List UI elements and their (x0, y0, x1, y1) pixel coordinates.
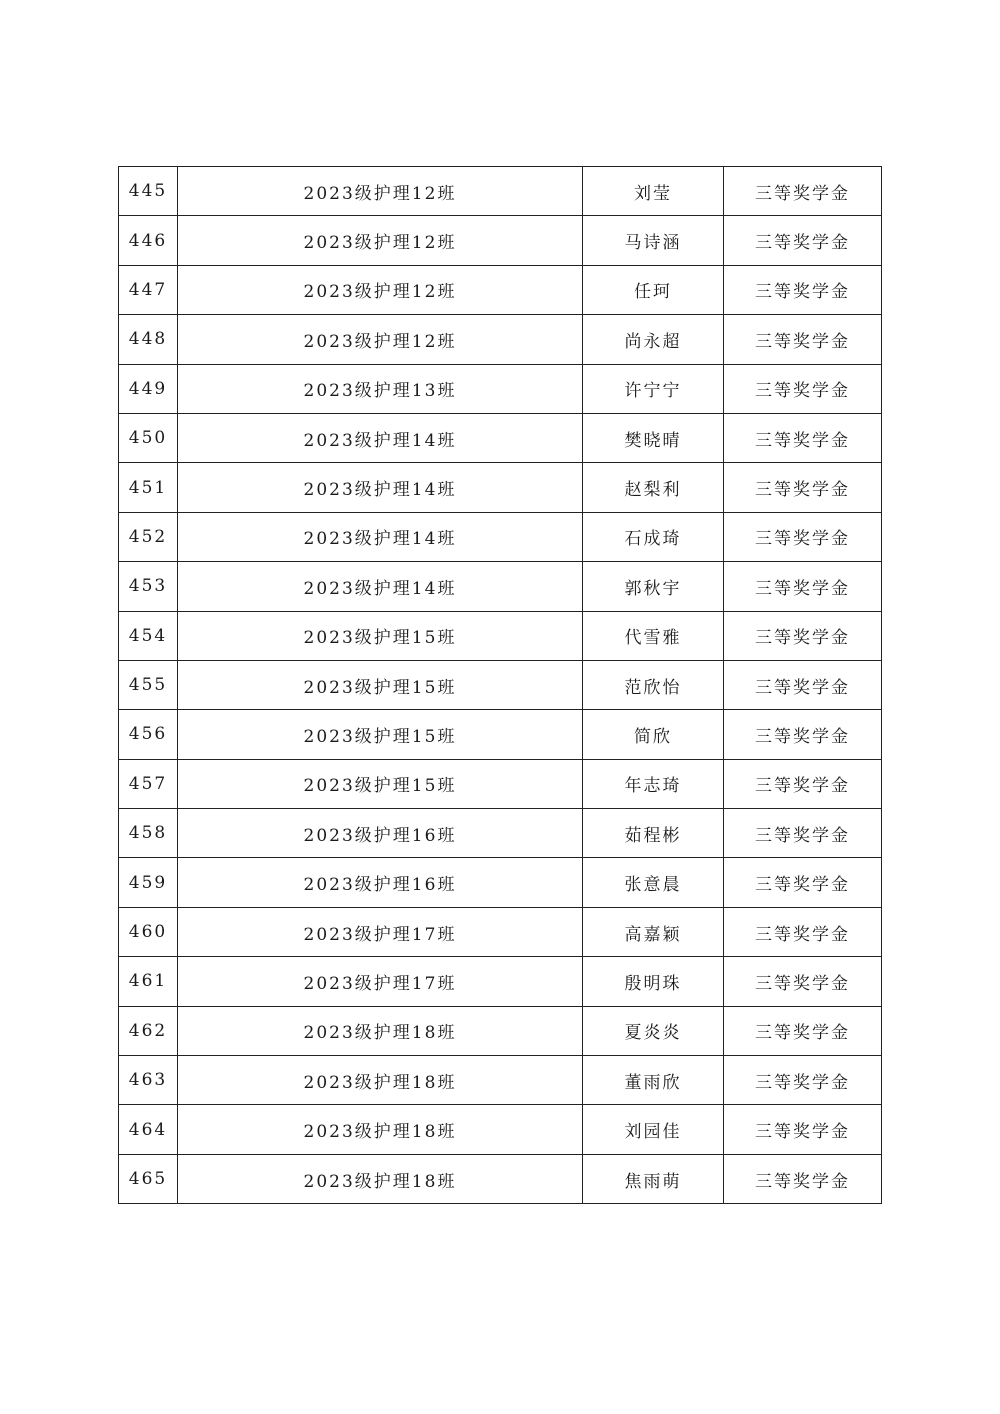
class-cell: 2023级护理14班 (178, 413, 583, 462)
student-name-cell: 代雪雅 (583, 611, 724, 660)
class-cell: 2023级护理15班 (178, 611, 583, 660)
table-row (119, 1006, 882, 1055)
row-number-cell: 450 (119, 413, 178, 462)
class-cell: 2023级护理12班 (178, 167, 583, 216)
table-row (119, 710, 882, 759)
table-row (119, 265, 882, 314)
award-cell: 三等奖学金 (724, 216, 882, 265)
student-name-cell: 许宁宁 (583, 364, 724, 413)
table-row (119, 809, 882, 858)
student-name-cell: 张意晨 (583, 858, 724, 907)
row-number-cell: 452 (119, 512, 178, 561)
row-number-cell: 446 (119, 216, 178, 265)
award-cell: 三等奖学金 (724, 413, 882, 462)
table-row (119, 364, 882, 413)
award-cell: 三等奖学金 (724, 562, 882, 611)
class-cell: 2023级护理12班 (178, 315, 583, 364)
award-cell: 三等奖学金 (724, 907, 882, 956)
award-cell: 三等奖学金 (724, 611, 882, 660)
class-cell: 2023级护理16班 (178, 809, 583, 858)
award-cell: 三等奖学金 (724, 759, 882, 808)
table-row (119, 957, 882, 1006)
table-row (119, 315, 882, 364)
row-number-cell: 465 (119, 1154, 178, 1203)
table-row (119, 216, 882, 265)
row-number-cell: 453 (119, 562, 178, 611)
row-number-cell: 448 (119, 315, 178, 364)
award-cell: 三等奖学金 (724, 660, 882, 709)
class-cell: 2023级护理14班 (178, 512, 583, 561)
student-name-cell: 焦雨萌 (583, 1154, 724, 1203)
class-cell: 2023级护理18班 (178, 1056, 583, 1105)
student-name-cell: 茹程彬 (583, 809, 724, 858)
class-cell: 2023级护理14班 (178, 463, 583, 512)
table-row (119, 413, 882, 462)
student-name-cell: 殷明珠 (583, 957, 724, 1006)
class-cell: 2023级护理17班 (178, 957, 583, 1006)
row-number-cell: 445 (119, 167, 178, 216)
award-cell: 三等奖学金 (724, 512, 882, 561)
award-cell: 三等奖学金 (724, 1006, 882, 1055)
student-name-cell: 樊晓晴 (583, 413, 724, 462)
student-name-cell: 刘园佳 (583, 1105, 724, 1154)
student-name-cell: 年志琦 (583, 759, 724, 808)
scholarship-table (118, 166, 882, 1204)
student-name-cell: 马诗涵 (583, 216, 724, 265)
row-number-cell: 463 (119, 1056, 178, 1105)
award-cell: 三等奖学金 (724, 265, 882, 314)
row-number-cell: 459 (119, 858, 178, 907)
table-row (119, 1056, 882, 1105)
row-number-cell: 464 (119, 1105, 178, 1154)
class-cell: 2023级护理15班 (178, 759, 583, 808)
class-cell: 2023级护理16班 (178, 858, 583, 907)
row-number-cell: 461 (119, 957, 178, 1006)
class-cell: 2023级护理18班 (178, 1105, 583, 1154)
student-name-cell: 尚永超 (583, 315, 724, 364)
class-cell: 2023级护理12班 (178, 265, 583, 314)
student-name-cell: 刘莹 (583, 167, 724, 216)
award-cell: 三等奖学金 (724, 364, 882, 413)
row-number-cell: 457 (119, 759, 178, 808)
class-cell: 2023级护理15班 (178, 710, 583, 759)
award-cell: 三等奖学金 (724, 1056, 882, 1105)
award-cell: 三等奖学金 (724, 1105, 882, 1154)
award-cell: 三等奖学金 (724, 167, 882, 216)
class-cell: 2023级护理14班 (178, 562, 583, 611)
table-row (119, 858, 882, 907)
table-row (119, 562, 882, 611)
table-row (119, 463, 882, 512)
row-number-cell: 462 (119, 1006, 178, 1055)
row-number-cell: 454 (119, 611, 178, 660)
student-name-cell: 高嘉颖 (583, 907, 724, 956)
student-name-cell: 郭秋宇 (583, 562, 724, 611)
row-number-cell: 449 (119, 364, 178, 413)
class-cell: 2023级护理18班 (178, 1006, 583, 1055)
class-cell: 2023级护理15班 (178, 660, 583, 709)
award-cell: 三等奖学金 (724, 463, 882, 512)
award-cell: 三等奖学金 (724, 858, 882, 907)
scholarship-table-body (119, 167, 882, 1204)
award-cell: 三等奖学金 (724, 809, 882, 858)
table-row (119, 907, 882, 956)
student-name-cell: 赵梨利 (583, 463, 724, 512)
table-row (119, 512, 882, 561)
award-cell: 三等奖学金 (724, 710, 882, 759)
student-name-cell: 任珂 (583, 265, 724, 314)
table-row (119, 611, 882, 660)
award-cell: 三等奖学金 (724, 957, 882, 1006)
class-cell: 2023级护理12班 (178, 216, 583, 265)
class-cell: 2023级护理18班 (178, 1154, 583, 1203)
table-row (119, 660, 882, 709)
student-name-cell: 简欣 (583, 710, 724, 759)
student-name-cell: 董雨欣 (583, 1056, 724, 1105)
table-row (119, 759, 882, 808)
row-number-cell: 447 (119, 265, 178, 314)
student-name-cell: 石成琦 (583, 512, 724, 561)
award-cell: 三等奖学金 (724, 1154, 882, 1203)
row-number-cell: 456 (119, 710, 178, 759)
row-number-cell: 455 (119, 660, 178, 709)
row-number-cell: 458 (119, 809, 178, 858)
table-row (119, 1105, 882, 1154)
row-number-cell: 460 (119, 907, 178, 956)
student-name-cell: 范欣怡 (583, 660, 724, 709)
table-row (119, 167, 882, 216)
class-cell: 2023级护理13班 (178, 364, 583, 413)
class-cell: 2023级护理17班 (178, 907, 583, 956)
row-number-cell: 451 (119, 463, 178, 512)
student-name-cell: 夏炎炎 (583, 1006, 724, 1055)
table-row (119, 1154, 882, 1203)
award-cell: 三等奖学金 (724, 315, 882, 364)
